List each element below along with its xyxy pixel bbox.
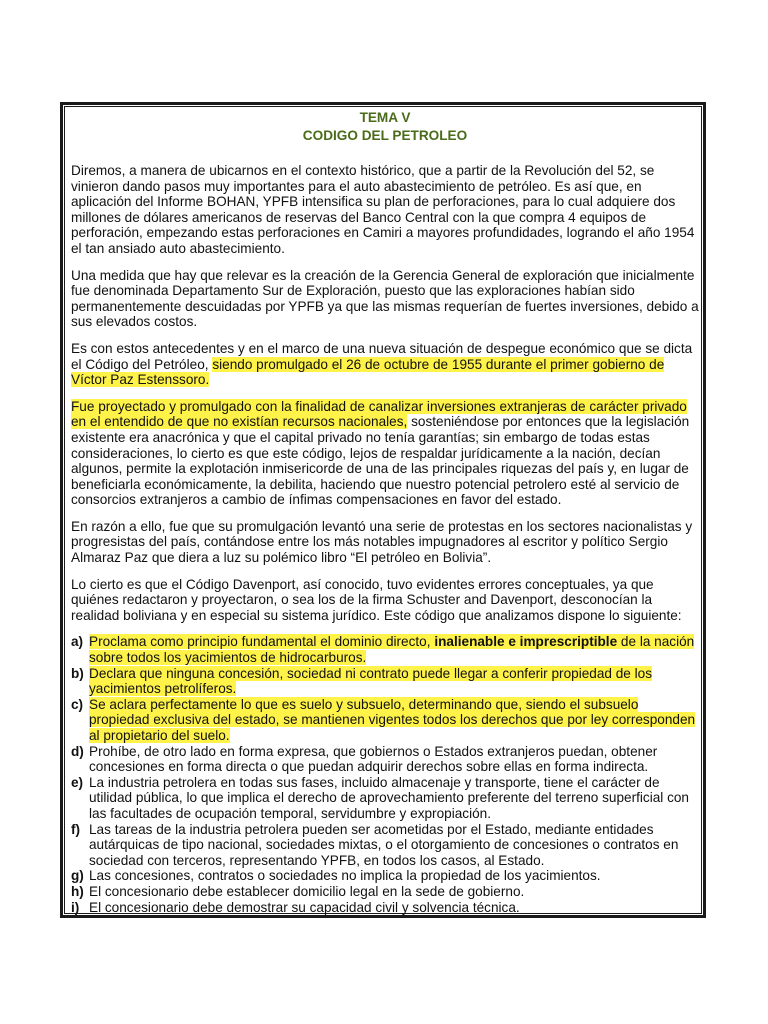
list-item-i	[71, 900, 699, 916]
list-marker-a: a)	[71, 634, 84, 650]
list-text-f: Las tareas de la industria petrolera pueden ser acometidas por el Estado, mediante entidades autárquicas de tipo nacional, sociedades mixtas, o el otorgamiento de concesiones o contratos en sociedad con terceros, representando YPFB, en todos los casos, al Estado.	[89, 821, 679, 868]
provisions-list	[71, 634, 699, 915]
list-item-e	[71, 775, 699, 822]
list-marker-i: i)	[71, 899, 80, 915]
paragraph-2: Una medida que hay que relevar es la creación de la Gerencia General de exploración que inicialmente fue denominada Departamento Sur de Exploración, puesto que las exploraciones habían sido permanentemente descuidadas por YPFB ya que las mismas requerían de fuertes inversiones, debido a sus elevados costos.	[71, 267, 699, 330]
paragraph-3-highlight: siendo promulgado el 26 de octubre de 1955 durante el primer gobierno de Víctor Paz Estenssoro.	[71, 356, 665, 388]
paragraph-3-text: Es con estos antecedentes y en el marco de una nueva situación de despegue económico que se dicta el Código del Petróleo,	[71, 340, 693, 372]
list-item-d	[71, 744, 699, 775]
title-spacer	[71, 145, 699, 163]
document-body	[71, 109, 699, 915]
list-marker-h: h)	[71, 883, 84, 899]
list-text-b-highlight: Declara que ninguna concesión, sociedad ni contrato puede llegar a conferir propiedad de los yacimientos petrolíferos.	[89, 665, 653, 697]
list-item-b	[71, 666, 699, 697]
document-title-line2: CODIGO DEL PETROLEO	[302, 128, 468, 143]
list-text-a-bold: inalienable e imprescriptible	[434, 634, 618, 650]
list-text-h: El concesionario debe establecer domicilio legal en la sede de gobierno.	[89, 883, 525, 899]
list-text-i: El concesionario debe demostrar su capacidad civil y solvencia técnica.	[89, 899, 520, 915]
list-marker-e: e)	[71, 774, 84, 790]
list-marker-b: b)	[71, 665, 84, 681]
list-marker-c: c)	[71, 696, 84, 712]
list-text-e: La industria petrolera en todas sus fases, incluido almacenaje y transporte, tiene el carácter de utilidad pública, lo que implica el derecho de aprovechamiento preferente del terreno superficial con las facultades de ocupación temporal, servidumbre y expropiación.	[89, 774, 689, 821]
paragraph-4-text: sosteniéndose por entonces que la legislación existente era anacrónica y que el capital privado no tenía garantías; sin embargo de todas estas consideraciones, lo cierto es que este código, lejos de respaldar jurídicamente a la nación, decían algunos, permite la explotación inmisericorde de una de las principales riquezas del país y, en lugar de beneficiarla económicamente, la debilita, haciendo que nuestro potencial petrolero esté al servicio de consorcios extranjeros a cambio de ínfimas compensaciones en favor del estado.	[71, 414, 690, 508]
paragraph-1: Diremos, a manera de ubicarnos en el contexto histórico, que a partir de la Revolución del 52, se vinieron dando pasos muy importantes para el auto abastecimiento de petróleo. Es así que, en aplicación del Informe BOHAN, YPFB intensifica su plan de perforaciones, para lo cual adquiere dos millones de dólares americanos de reservas del Banco Central con la que compra 4 equipos de perforación, empezando estas perforaciones en Camiri a mayores profundidades, logrando el año 1954 el tan ansiado auto abastecimiento.	[71, 163, 695, 256]
list-text-c	[89, 697, 699, 744]
list-text-g: Las concesiones, contratos o sociedades no implica la propiedad de los yacimientos.	[89, 868, 601, 884]
paragraph-4	[71, 399, 699, 508]
paragraph-5: En razón a ello, fue que su promulgación levantó una serie de protestas en los sectores nacionalistas y progresistas del país, contándose entre los más notables impugnadores al escritor y político Sergio Almaraz Paz que diera a luz su polémico libro “El petróleo en Bolivia”.	[71, 518, 693, 566]
list-marker-f: f)	[71, 821, 81, 837]
list-text-a	[89, 634, 699, 665]
list-text-a-part1: Proclama como principio fundamental el dominio directo,	[89, 634, 435, 650]
list-marker-g: g)	[71, 868, 84, 884]
list-text-c-highlight: Se aclara perfectamente lo que es suelo y subsuelo, determinando que, siendo el subsuelo propiedad exclusiva del estado, se mantienen vigentes todos los derechos que por ley corresponden al propietario del suelo.	[89, 696, 696, 743]
paragraph-4-highlight: Fue proyectado y promulgado con la finalidad de canalizar inversiones extranjeras de carácter privado en el entendido de que no existían recursos nacionales,	[71, 398, 687, 430]
list-item-c	[71, 697, 699, 744]
list-text-a-part2: de la nación sobre todos los yacimientos de hidrocarburos.	[89, 634, 695, 666]
list-item-g	[71, 868, 699, 884]
list-text-b	[89, 666, 699, 697]
list-item-f	[71, 822, 699, 869]
list-text-d: Prohíbe, de otro lado en forma expresa, que gobiernos o Estados extranjeros puedan, obtener concesiones en forma directa o que puedan adquirir derechos sobre ellas en forma indirecta.	[89, 743, 658, 775]
paragraph-3	[71, 341, 699, 388]
list-item-h	[71, 884, 699, 900]
list-marker-d: d)	[71, 743, 84, 759]
document-title-line1: TEMA V	[359, 110, 411, 125]
paragraph-6: Lo cierto es que el Código Davenport, así conocido, tuvo evidentes errores conceptuales, ya que quiénes redactaron y proyectaron, o sea los de la firma Schuster and Davenport, desconocían la realidad boliviana y en especial su sistema jurídico. Este código que analizamos dispone lo siguiente:	[71, 576, 682, 623]
list-item-a	[71, 634, 699, 665]
